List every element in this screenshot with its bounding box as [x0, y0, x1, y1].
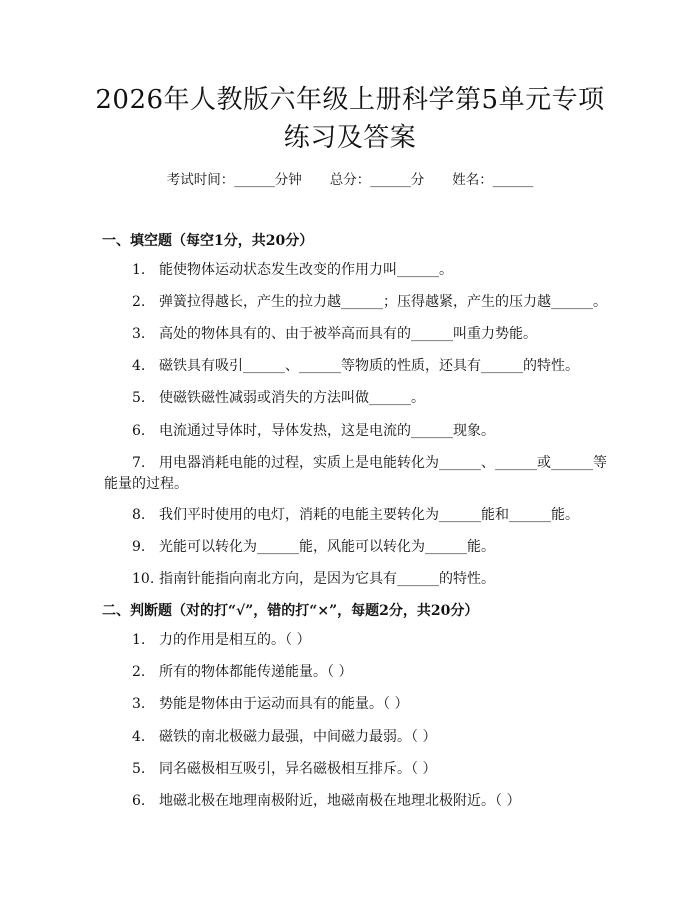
- question-item: [132, 421, 495, 441]
- question-text: 所有的物体都能传递能量。（ ）: [159, 664, 353, 680]
- question-item: [132, 260, 453, 280]
- question-text: 弹簧拉得越长，产生的拉力越______；压得越紧，产生的压力越______。: [159, 294, 607, 310]
- question-item: [132, 630, 310, 650]
- question-number: 3.: [132, 696, 146, 712]
- section-heading-fill-in: 一、填空题（每空1分，共20分）: [102, 233, 314, 249]
- exam-info-row: [0, 168, 700, 188]
- question-number: 2.: [132, 294, 146, 310]
- question-number: 6.: [132, 423, 146, 439]
- question-item: [132, 356, 579, 376]
- question-text: 磁铁的南北极磁力最强，中间磁力最弱。（ ）: [159, 729, 437, 745]
- question-item: [132, 324, 537, 344]
- question-item: [132, 453, 607, 473]
- question-text: 磁铁具有吸引______、______等物质的性质，还具有______的特性。: [159, 358, 579, 374]
- question-number: 4.: [132, 729, 146, 745]
- question-text: 力的作用是相互的。（ ）: [159, 632, 311, 648]
- student-name-field: 姓名：______: [452, 172, 534, 188]
- question-number: 7.: [132, 455, 146, 471]
- question-number: 9.: [132, 539, 146, 555]
- total-score-field: 总分：______分: [329, 172, 425, 188]
- question-text: 使磁铁磁性减弱或消失的方法叫做______。: [159, 390, 425, 406]
- question-number: 5.: [132, 390, 146, 406]
- page-title-line1: 2026年人教版六年级上册科学第5单元专项: [95, 85, 605, 115]
- question-item: [132, 569, 495, 589]
- question-text: 能使物体运动状态发生改变的作用力叫______。: [159, 262, 453, 278]
- question-number: 4.: [132, 358, 146, 374]
- question-text: 光能可以转化为______能，风能可以转化为______能。: [159, 539, 495, 555]
- question-text: 势能是物体由于运动而具有的能量。（ ）: [159, 696, 409, 712]
- question-text: 用电器消耗电能的过程，实质上是电能转化为______、______或______等: [159, 455, 607, 471]
- question-item: [132, 759, 436, 779]
- question-item: [132, 791, 520, 811]
- question-text: 指南针能指向南北方向，是因为它具有______的特性。: [159, 571, 495, 587]
- question-text: 同名磁极相互吸引，异名磁极相互排斥。（ ）: [159, 761, 437, 777]
- question-item: [132, 727, 436, 747]
- question-text: 电流通过导体时，导体发热，这是电流的______现象。: [159, 423, 495, 439]
- question-number: 1.: [132, 632, 146, 648]
- question-number: 10.: [132, 571, 155, 587]
- question-item: [132, 505, 579, 525]
- question-number: 3.: [132, 326, 146, 342]
- question-number: 5.: [132, 761, 146, 777]
- exam-time-field: 考试时间：______分钟: [166, 172, 302, 188]
- question-item: [132, 388, 425, 408]
- page-title-line2: 练习及答案: [283, 123, 417, 153]
- question-item: [132, 537, 495, 557]
- question-number: 8.: [132, 507, 146, 523]
- question-number: 6.: [132, 793, 146, 809]
- question-item: [132, 694, 408, 714]
- question-item: [132, 662, 352, 682]
- question-number: 1.: [132, 262, 146, 278]
- question-text: 高处的物体具有的、由于被举高而具有的______叫重力势能。: [159, 326, 537, 342]
- question-text: 我们平时使用的电灯，消耗的电能主要转化为______能和______能。: [159, 507, 579, 523]
- question-item: [132, 292, 607, 312]
- question-text: 地磁北极在地理南极附近，地磁南极在地理北极附近。（ ）: [159, 793, 521, 809]
- question-number: 2.: [132, 664, 146, 680]
- question-continuation: 能量的过程。: [104, 476, 188, 492]
- section-heading-true-false: 二、判断题（对的打“√”，错的打“×”，每题2分，共20分）: [102, 603, 479, 619]
